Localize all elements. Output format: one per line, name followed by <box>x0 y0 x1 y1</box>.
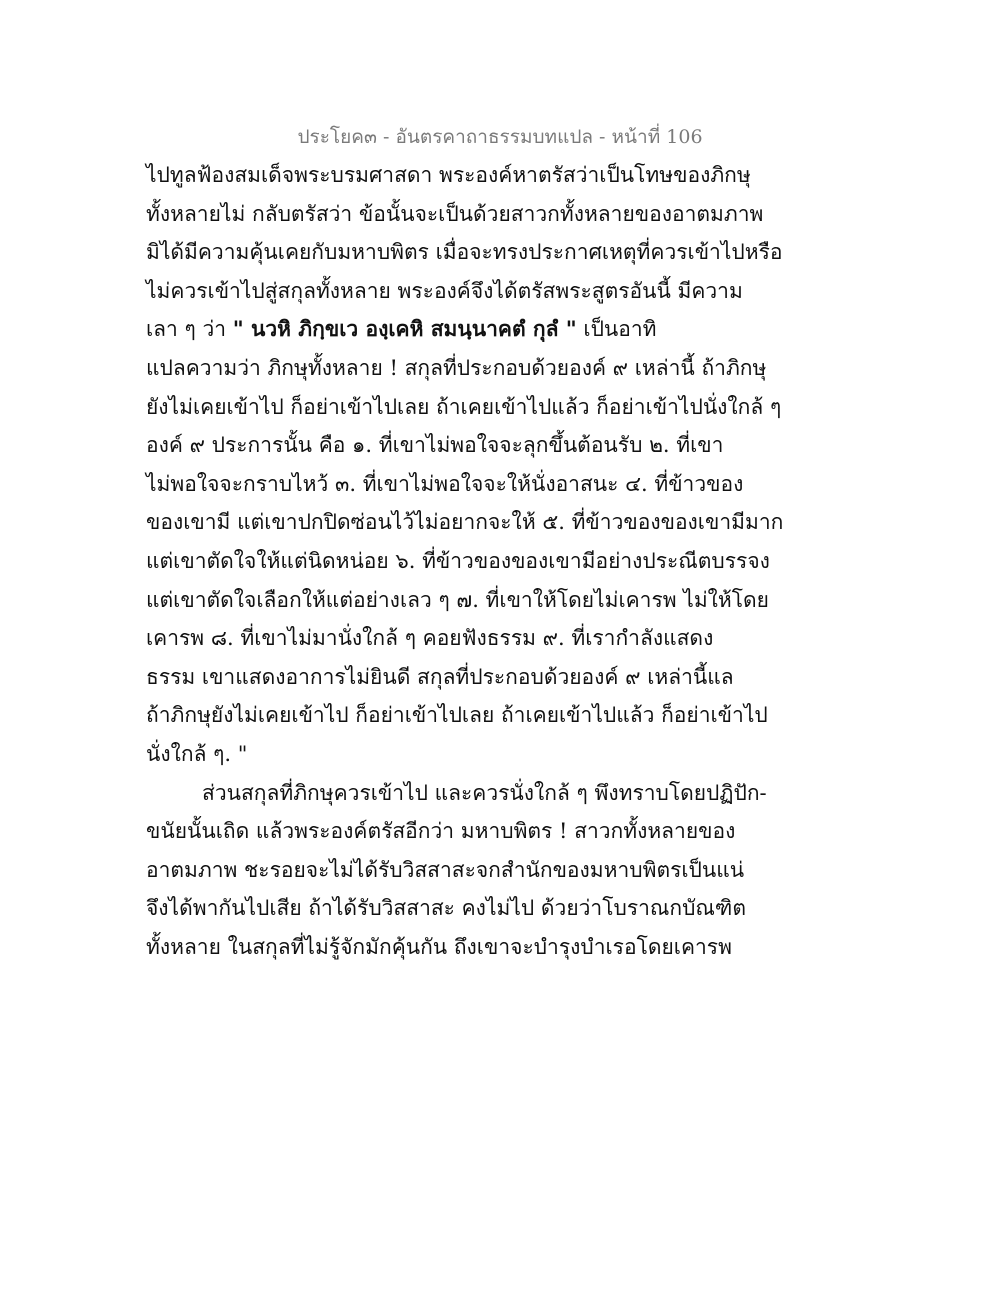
pali-quote: " นวหิ ภิกฺขเว องฺเคหิ สมนฺนาคตํ กุลํ " <box>232 316 577 342</box>
text-segment: เลา ๆ ว่า <box>146 317 233 342</box>
text-line: แปลความว่า ภิกษุทั้งหลาย ! สกุลที่ประกอบด้วยองค์ ๙ เหล่านี้ ถ้าภิกษุ <box>146 355 767 380</box>
page-header: ประโยค๓ - อันตรคาถาธรรมบทแปล - หน้าที่ 106 <box>297 126 703 148</box>
text-line: แต่เขาตัดใจเลือกให้แต่อย่างเลว ๆ ๗. ที่เขาให้โดยไม่เคารพ ไม่ให้โดย <box>146 587 769 612</box>
text-line-with-pali-quote <box>146 310 746 349</box>
text-line: แต่เขาตัดใจให้แต่นิดหน่อย ๖. ที่ข้าวของของเขามีอย่างประณีตบรรจง <box>146 548 770 573</box>
text-line: ของเขามี แต่เขาปกปิดซ่อนไว้ไม่อยากจะให้ ๕. ที่ข้าวของของเขามีมาก <box>146 510 784 535</box>
text-line: อาตมภาพ ชะรอยจะไม่ได้รับวิสสาสะจกสำนักของมหาบพิตรเป็นแน่ <box>146 857 745 882</box>
text-line: ถ้าภิกษุยังไม่เคยเข้าไป ก็อย่าเข้าไปเลย ถ้าเคยเข้าไปแล้ว ก็อย่าเข้าไป <box>146 703 768 728</box>
text-line: องค์ ๙ ประการนั้น คือ ๑. ที่เขาไม่พอใจจะลุกขึ้นต้อนรับ ๒. ที่เขา <box>146 433 724 458</box>
text-line: ไม่พอใจจะกราบไหว้ ๓. ที่เขาไม่พอใจจะให้นั่งอาสนะ ๔. ที่ข้าวของ <box>146 471 744 496</box>
text-line: ธรรม เขาแสดงอาการไม่ยินดี สกุลที่ประกอบด้วยองค์ ๙ เหล่านี้แล <box>146 664 734 689</box>
text-line: ขนัยนั้นเถิด แล้วพระองค์ตรัสอีกว่า มหาบพิตร ! สาวกทั้งหลายของ <box>146 819 736 844</box>
text-line: ไปทูลฟ้องสมเด็จพระบรมศาสดา พระองค์หาตรัสว่าเป็นโทษของภิกษุ <box>146 163 751 187</box>
text-line: ทั้งหลายไม่ กลับตรัสว่า ข้อนั้นจะเป็นด้วยสาวกทั้งหลายของอาตมภาพ <box>146 201 764 226</box>
text-line-indented: ส่วนสกุลที่ภิกษุควรเข้าไป และควรนั่งใกล้ ๆ พึงทราบโดยปฏิปัก- <box>202 780 767 805</box>
text-line: ทั้งหลาย ในสกุลที่ไม่รู้จักมักคุ้นกัน ถึงเขาจะบำรุงบำเรอโดยเคารพ <box>146 934 732 959</box>
body-text <box>146 156 784 966</box>
text-line: นั่งใกล้ ๆ. " <box>146 741 248 766</box>
text-line: ไม่ควรเข้าไปสู่สกุลทั้งหลาย พระองค์จึงได้ตรัสพระสูตรอันนี้ มีความ <box>146 278 743 303</box>
text-line: ยังไม่เคยเข้าไป ก็อย่าเข้าไปเลย ถ้าเคยเข้าไปแล้ว ก็อย่าเข้าไปนั่งใกล้ ๆ <box>146 394 782 419</box>
text-line: จึงได้พากันไปเสีย ถ้าได้รับวิสสาสะ คงไม่ไป ด้วยว่าโบราณกบัณฑิต <box>146 896 746 921</box>
text-line: เคารพ ๘. ที่เขาไม่มานั่งใกล้ ๆ คอยฟังธรรม ๙. ที่เรากำลังแสดง <box>146 626 714 651</box>
text-segment: เป็นอาทิ <box>576 317 657 342</box>
text-line: มิได้มีความคุ้นเคยกับมหาบพิตร เมื่อจะทรงประกาศเหตุที่ควรเข้าไปหรือ <box>146 240 783 265</box>
